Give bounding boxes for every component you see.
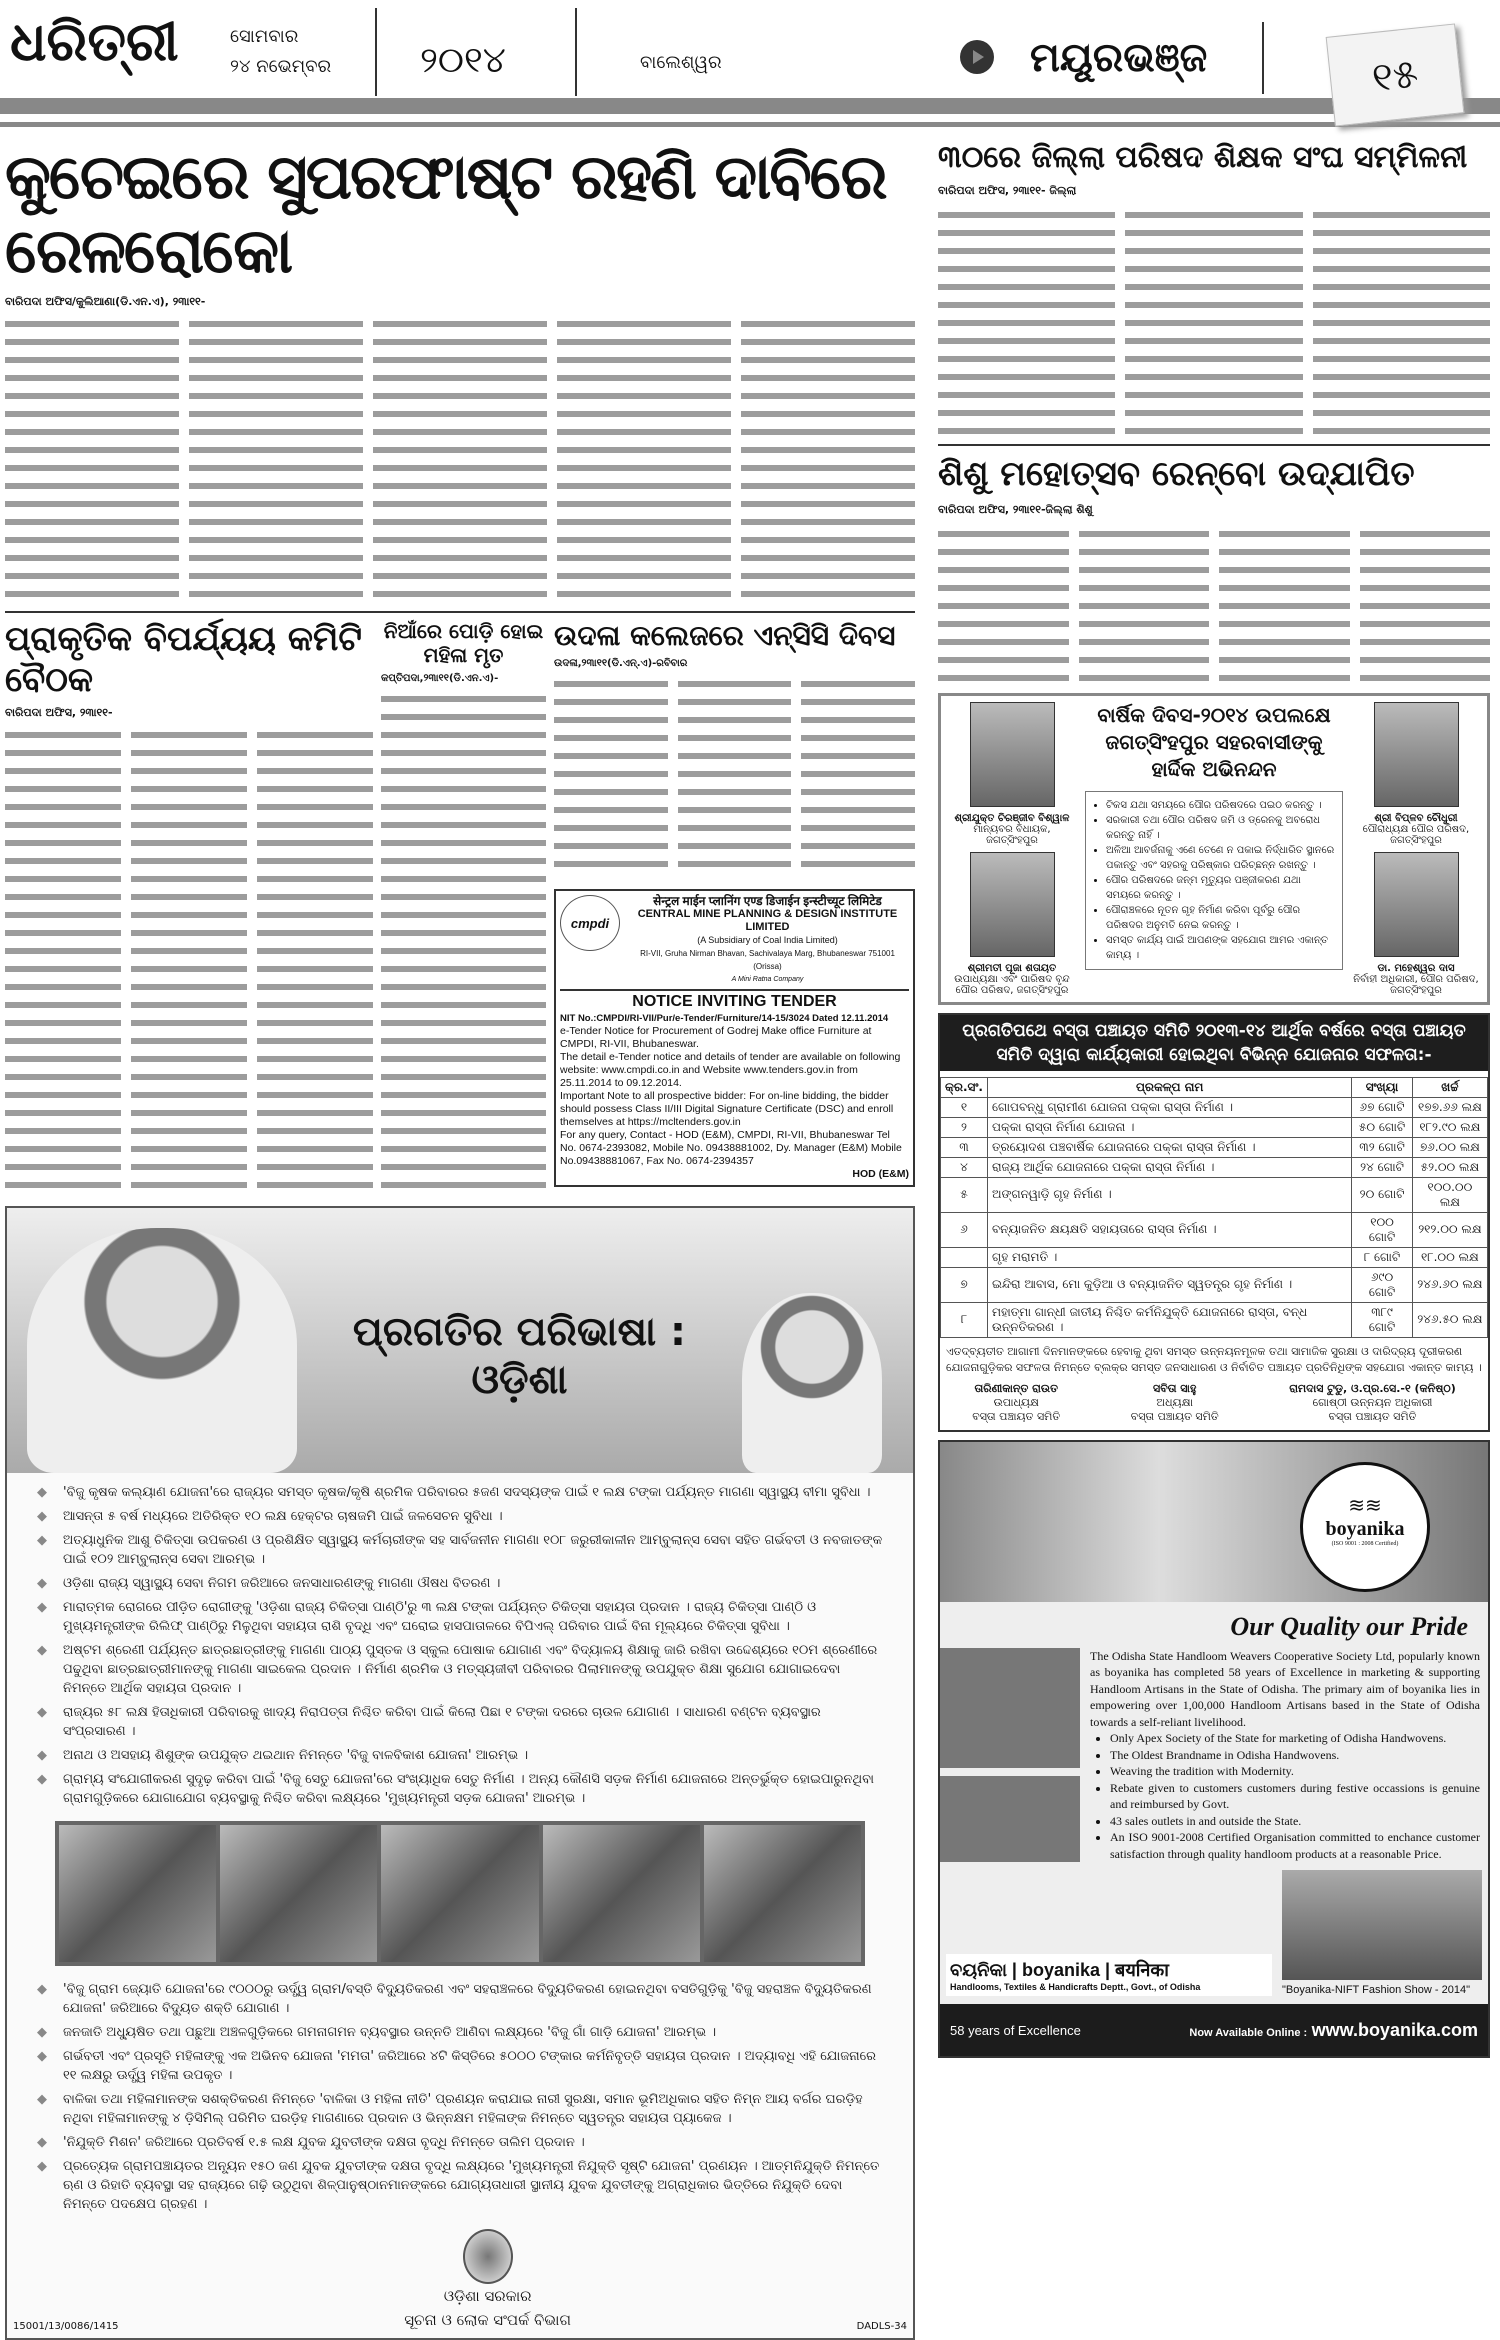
list-item: ◆ ଆସନ୍ତା ୫ ବର୍ଷ ମଧ୍ୟରେ ଅତିରିକ୍ତ ୧୦ ଲକ୍ଷ ହେକ୍ଟର ଚାଷଜମି ପାଇଁ ଜଳସେଚନ ସୁବିଧା । <box>37 1507 883 1526</box>
ncc-story <box>554 619 915 1197</box>
table-row <box>941 1177 1488 1212</box>
tender-title: NOTICE INVITING TENDER <box>632 993 837 1011</box>
table-cell: ୧ <box>941 1097 988 1117</box>
ncc-headline: ଉଦଳା କଲେଜରେ ଏନ୍‌ସିସି ଦିବସ <box>554 618 896 652</box>
list-item: • Only Apex Society of the State for marketing of Odisha Handwovens. <box>1110 1730 1480 1747</box>
table-cell: ବନ୍ୟାଜନିତ କ୍ଷୟକ୍ଷତି ସହାୟତାରେ ରାସ୍ତା ନିର୍ମାଣ । <box>988 1212 1352 1247</box>
disaster-dateline: ବାରିପଦା ଅଫିସ, ୨୩ା୧୧- <box>5 706 113 720</box>
rainbow-dateline: ବାରିପଦା ଅଫିସ, ୨୩ା୧୧-ଜିଲ୍ଲା ଶିଶୁ <box>938 502 1093 516</box>
weaver-photo <box>940 1442 1488 1602</box>
main-story-body <box>5 315 915 605</box>
person-caption: ଶ୍ରୀଯୁକ୍ତ ଚିରଞ୍ଜୀବ ବିଶ୍ୱାଳ ମାନ୍ୟବର ବିଧାୟକ, ଜଗତ୍‌ସିଂହପୁର <box>954 812 1070 846</box>
table-cell <box>941 1247 988 1267</box>
table-cell: ୧୮.୦୦ ଲକ୍ଷ <box>1412 1247 1487 1267</box>
table-cell: ୫ <box>941 1177 988 1212</box>
left-section <box>5 140 915 2340</box>
table-cell: ୩୮୯ ଗୋଟି <box>1352 1302 1412 1337</box>
table-cell: ୮ <box>941 1302 988 1337</box>
photo-minister <box>742 1293 882 1473</box>
photo-portrait <box>970 702 1055 807</box>
table-cell: ୮ ଗୋଟି <box>1352 1247 1412 1267</box>
panchayat-note: ଏତଦ୍‌ବ୍ୟତୀତ ଆଗାମୀ ଦିନମାନଙ୍କରେ ହେବାକୁ ଥିବା ସମସ୍ତ ଉନ୍ନୟନମୂଳକ ତଥା ସାମାଜିକ ସୁରକ୍ଷା ଓ ଦାରିଦ୍ର୍ୟ ଦୂରୀକରଣ ଯୋଜନାଗୁଡ଼ିକର ସଫଳତା ନିମନ୍ତେ ବ୍ଲକ୍‌ର ସମସ୍ତ ଜନସାଧାରଣ ଓ ନିର୍ବାଚିତ ପଞ୍ଚାୟତ ପ୍ରତିନିଧିଙ୍କ ସହଯୋଗ ଏକାନ୍ତ କାମ୍ୟ । <box>946 1344 1482 1374</box>
table-cell: ଇନ୍ଦିରା ଆବାସ, ମୋ କୁଡ଼ିଆ ଓ ବନ୍ୟାଜନିତ ସ୍ୱତନ୍ତ୍ର ଗୃହ ନିର୍ମାଣ । <box>988 1267 1352 1302</box>
slogan: Our Quality our Pride <box>1230 1611 1468 1641</box>
list-item: ◆ ବାଳିକା ତଥା ମହିଳାମାନଙ୍କ ସଶକ୍ତିକରଣ ନିମନ୍ତେ 'ବାଳିକା ଓ ମହିଳା ନୀତି' ପ୍ରଣୟନ କରାଯାଇ ନାରୀ ସୁରକ୍ଷା, ସମାନ ଭୂମିଅଧିକାର ସହିତ ନିମ୍ନ ଆୟ ବର୍ଗର ଘରଡ଼ିହ ନଥିବା ମହିଳାମାନଙ୍କୁ ୪ ଡ଼ିସିମିଲ୍ ପରିମିତ ଘରଡ଼ିହ ମାଗଣାରେ ପ୍ରଦାନ ଓ ଭିନ୍ନକ୍ଷମ ମହିଳାଙ୍କ ନିମନ୍ତେ ସ୍ୱତନ୍ତ୍ର ସହାୟତା ପ୍ୟାକେଜ । <box>37 2090 883 2128</box>
list-item: ◆ ଅଷ୍ଟମ ଶ୍ରେଣୀ ପର୍ଯ୍ୟନ୍ତ ଛାତ୍ରଛାତ୍ରୀଙ୍କୁ ମାଗଣା ପାଠ୍ୟ ପୁସ୍ତକ ଓ ସ୍କୁଲ ପୋଷାକ ଯୋଗାଣ ଏବଂ ବିଦ୍ୟାଳୟ ଶିକ୍ଷାକୁ ଜାରି ରଖିବା ଉଦ୍ଦେଶ୍ୟରେ ୧୦ମ ଶ୍ରେଣୀରେ ପଢୁଥିବା ଛାତ୍ରଛାତ୍ରୀମାନଙ୍କୁ ମାଗଣା ସାଇକେଲ ପ୍ରଦାନ । ନିର୍ମାଣ ଶ୍ରମିକ ଓ ମତ୍ସ୍ୟଜୀବୀ ପରିବାରର ପିଲାମାନଙ୍କୁ ଉପଯୁକ୍ତ ଶିକ୍ଷା ସୁଯୋଗ ଯୋଗାଇଦେବା ନିମନ୍ତେ ଆର୍ଥିକ ସହାୟତା ପ୍ରଦାନ । <box>37 1641 883 1698</box>
list-item: ◆ 'ନିଯୁକ୍ତି ମିଶନ' ଜରିଆରେ ପ୍ରତିବର୍ଷ ୧.୫ ଲକ୍ଷ ଯୁବକ ଯୁବତୀଙ୍କ ଦକ୍ଷତା ବୃଦ୍ଧି ନିମନ୍ତେ ତାଲିମ ପ୍ରଦାନ । <box>37 2133 883 2152</box>
person-caption: ଡା. ମହେଶ୍ୱର ଦାସ ନିର୍ବାହୀ ଅଧିକାରୀ, ପୌର ପରିଷଦ, ଜଗତ୍‌ସିଂହପୁର <box>1353 962 1479 996</box>
main-dateline: ବାରିପଦା ଅଫିସ/କୁଲିଆଣା(ଡି.ଏନ.ଏ), ୨୩ା୧୧- <box>5 294 206 308</box>
website-link[interactable]: www.boyanika.com <box>1311 2019 1478 2040</box>
table-row <box>941 1097 1488 1117</box>
table-cell: ୭୬.୦୦ ଲକ୍ଷ <box>1412 1137 1487 1157</box>
list-item: • The Oldest Brandname in Odisha Handwovens. <box>1110 1747 1480 1764</box>
table-cell: ୨୪୬.୫୦ ଲକ୍ଷ <box>1412 1302 1487 1337</box>
table-cell: ୧୮୨.୯୦ ଲକ୍ଷ <box>1412 1117 1487 1137</box>
fire-headline: ନିଆଁରେ ପୋଡ଼ି ହୋଇ ମହିଳା ମୃତ <box>383 618 544 667</box>
table-cell: ଗୃହ ମରାମତି । <box>988 1247 1352 1267</box>
list-item: ◆ 'ବିଜୁ କୃଷକ କଲ୍ୟାଣ ଯୋଜନା'ରେ ରାଜ୍ୟର ସମସ୍ତ କୃଷକ/କୃଷି ଶ୍ରମିକ ପରିବାରର ୫ଜଣ ସଦସ୍ୟଙ୍କ ପାଇଁ ୧ ଲକ୍ଷ ଟଙ୍କା ପର୍ଯ୍ୟନ୍ତ ମାଗଣା ସ୍ୱାସ୍ଥ୍ୟ ବୀମା ସୁବିଧା । <box>37 1483 883 1502</box>
civic-points-list: • ଟିକସ ଯଥା ସମୟରେ ପୌର ପରିଷଦରେ ପଇଠ କରନ୍ତୁ । • ସରକାରୀ ତଥା ପୌର ପରିଷଦ ଜମି ଓ ଡ୍ରେନକୁ ଅବରୋଧ କରନ୍ତୁ ନାହିଁ । • ଅଳିଆ ଆବର୍ଜନାକୁ ଏଣେ ତେଣେ ନ ପକାଇ ନିର୍ଦ୍ଧାରିତ ସ୍ଥାନରେ ପକାନ୍ତୁ ଏବଂ ସହରକୁ ପରିଷ୍କାର ପରିଚ୍ଛନ୍ନ ରଖନ୍ତୁ । • ପୌର ପରିଷଦରେ ଜନ୍ମ ମୃତ୍ୟୁର ପଞ୍ଜୀକରଣ ଯଥା ସମୟରେ କରନ୍ତୁ । • ପୌରାଞ୍ଚଳରେ ନୂତନ ଗୃହ ନିର୍ମାଣ କରିବା ପୂର୍ବରୁ ପୌର ପରିଷଦର ଅନୁମତି ନେଇ କରନ୍ତୁ । • ସମସ୍ତ କାର୍ଯ୍ୟ ପାଇଁ ଆପଣଙ୍କ ସହଯୋଗ ଆମର ଏକାନ୍ତ କାମ୍ୟ । <box>1085 791 1343 970</box>
teachers-story-body <box>938 206 1490 436</box>
table-row <box>941 1212 1488 1247</box>
list-item: ◆ 'ବିଜୁ ଗ୍ରାମ ଜ୍ୟୋତି ଯୋଜନା'ରେ ୯୦୦୦ରୁ ଊର୍ଦ୍ଧ୍ୱ ଗ୍ରାମ/ବସ୍ତି ବିଦ୍ୟୁତିକରଣ ଏବଂ ସହରାଞ୍ଚଳରେ ବିଦ୍ୟୁତିକରଣ ହୋଇନଥିବା ବସତିଗୁଡ଼ିକୁ 'ବିଜୁ ସହରାଞ୍ଚଳ ବିଦ୍ୟୁତିକରଣ ଯୋଜନା' ଜରିଆରେ ବିଦ୍ୟୁତ ଶକ୍ତି ଯୋଗାଣ । <box>37 1980 883 2018</box>
table-cell: ୬୯୦ ଗୋଟି <box>1352 1267 1412 1302</box>
govt-banner <box>7 1208 913 1473</box>
projects-table: କ୍ର.ସଂ. ପ୍ରକଳ୍ପ ନାମ ସଂଖ୍ୟା ଖର୍ଚ୍ଚ ୧ ଗୋପବନ୍ଧୁ ଗ୍ରାମୀଣ ଯୋଜନା ପକ୍କା ରାସ୍ତା ନିର୍ମାଣ । ୬୭ ଗୋଟି ୧୭୭.୬୬ ଲକ୍ଷ ୨ ପକ୍କା ରାସ୍ତା ନିର୍ମାଣ ଯୋଜନା । ୫୦ ଗୋଟି ୧୮୨.୯୦ ଲକ୍ଷ ୩ ତ୍ରୟୋଦଶ ପଞ୍ଚବାର୍ଷିକ ଯୋଜନାରେ ପକ୍କା ରାସ୍ତା ନିର୍ମାଣ । ୩୨ ଗୋଟି ୭୬.୦୦ ଲକ୍ଷ ୪ ରାଜ୍ୟ ଆର୍ଥିକ ଯୋଜନାରେ ପକ୍କା ରାସ୍ତା ନିର୍ମାଣ । ୨୪ ଗୋଟି ୫୨.୦୦ ଲକ୍ଷ ୫ ଅଙ୍ଗନୱାଡ଼ି ଗୃହ ନିର୍ମାଣ । ୨୦ ଗୋଟି ୧୦୦.୦୦ ଲକ୍ଷ ୬ ବନ୍ୟାଜନିତ କ୍ଷୟକ୍ଷତି ସହାୟତାରେ ରାସ୍ତା ନିର୍ମାଣ । ୧୦୦ ଗୋଟି ୨୧୨.୦୦ ଲକ୍ଷ ଗୃହ ମରାମତି । ୮ ଗୋଟି ୧୮.୦୦ ଲକ୍ଷ ୭ ଇନ୍ଦିରା ଆବାସ, ମୋ କୁଡ଼ିଆ ଓ ବନ୍ୟାଜନିତ ସ୍ୱତନ୍ତ୍ର ଗୃହ ନିର୍ମାଣ । ୬୯୦ ଗୋଟି ୨୪୬.୬୦ ଲକ୍ଷ ୮ ମହାତ୍ମା ଗାନ୍ଧୀ ଜାତୀୟ ନିଶ୍ଚିତ କର୍ମନିଯୁକ୍ତି ଯୋଜନାରେ ରାସ୍ତା, ବନ୍ଧ ଉନ୍ନତିକରଣ । ୩୮୯ ଗୋଟି ୨୪୬.୫୦ ଲକ୍ଷ <box>940 1077 1488 1338</box>
table-cell: ରାଜ୍ୟ ଆର୍ଥିକ ଯୋଜନାରେ ପକ୍କା ରାସ୍ତା ନିର୍ମାଣ । <box>988 1157 1352 1177</box>
scheme-list-b <box>7 1970 913 2223</box>
greeting-ad-title: ବାର୍ଷିକ ଦିବସ-୨୦୧୪ ଉପଲକ୍ଷେ ଜଗତ୍‌ସିଂହପୁର ସହରବାସୀଙ୍କୁ ହାର୍ଦ୍ଦିକ ଅଭିନନ୍ଦନ <box>1097 702 1331 781</box>
table-cell: ୧୦୦.୦୦ ଲକ୍ଷ <box>1412 1177 1487 1212</box>
govt-name: ଓଡ଼ିଶା ସରକାର <box>443 2287 532 2306</box>
table-cell: ୨୧୨.୦୦ ଲକ୍ଷ <box>1412 1212 1487 1247</box>
ncc-dateline: ଉଦଳା,୨୩ା୧୧(ଡି.ଏନ୍.ଏ)-ରବିବାର <box>554 658 688 670</box>
product-photos <box>940 1648 1080 1863</box>
disaster-headline: ପ୍ରାକୃତିକ ବିପର୍ଯ୍ୟୟ କମିଟି ବୈଠକ <box>5 618 362 700</box>
person-caption: ଶ୍ରୀମତୀ ପୂଜା ଶତାୟତ ଉପାଧ୍ୟକ୍ଷା ଏବଂ ପାରିଷଦ ବୃନ୍ଦ ପୌର ପରିଷଦ, ଜଗତ୍‌ସିଂହପୁର <box>954 962 1070 996</box>
issue-year: ୨୦୧୪ <box>420 40 506 81</box>
government-advertisement <box>5 1206 915 2340</box>
list-item: ◆ ପ୍ରତ୍ୟେକ ଗ୍ରାମପଞ୍ଚାୟତର ଅନ୍ୟୂନ ୧୫୦ ଜଣ ଯୁବକ ଯୁବତୀଙ୍କ ଦକ୍ଷତା ବୃଦ୍ଧି ଲକ୍ଷ୍ୟରେ 'ମୁଖ୍ୟମନ୍ତ୍ରୀ ନିଯୁକ୍ତି ସୃଷ୍ଟି ଯୋଜନା' ପ୍ରଣୟନ । ଆତ୍ମନିଯୁକ୍ତି ନିମନ୍ତେ ଋଣ ଓ ରିହାତି ବ୍ୟବସ୍ଥା ସହ ରାଜ୍ୟରେ ଗଢ଼ି ଉଠୁଥିବା ଶିଳ୍ପାନୁଷ୍ଠାନମାନଙ୍କରେ ଯୋଗ୍ୟତାଧାରୀ ସ୍ଥାନୀୟ ଯୁବକ ଯୁବତୀଙ୍କୁ ଅଗ୍ରାଧିକାର ଭିତ୍ତିରେ ନିଯୁକ୍ତି ଦେବା ନିମନ୍ତେ ପଦକ୍ଷେପ ଗ୍ରହଣ । <box>37 2157 883 2214</box>
district-section: ମୟୂରଭଞ୍ଜ <box>1030 35 1208 81</box>
boyanika-logo: ≋≋ boyanika (ISO 9001 : 2008 Certified) <box>1300 1462 1430 1592</box>
table-row <box>941 1157 1488 1177</box>
tender-notice: cmpdi सेन्ट्रल माईन प्लानिंग एण्ड डिजाईन इन्स्टीच्यूट लिमिटेड CENTRAL MINE PLANNING & DESIGN INSTITUTE LIMITED (A Subsidiary of Coal India Limited) RI-VII, Gruha Nirman Bhavan, Sachivalaya Marg, Bhubaneswar 751001 (Orissa) A Mini Ratna Company NOTICE INVITING TENDER NIT No.:CMPDI/RI-VII/Pur/e-Tender/Furniture/14-15/3024 Dated 12.11.2014 e-Tender Notice for Procurement of Godrej Make office Furniture at CMPDI, RI-VII, Bhubaneswar. The detail e-Tender notice and details of tender are available on following website: www.cmpdi.co.in and Website www.tenders.gov.in from 25.11.2014 to 09.12.2014. Important Note to all prospective bidder: For on-line bidding, the bidder should possess Class II/III Digital Signature Certificate (DSC) and enroll themselves at https://mcltenders.gov.in For any query, Contact - HOD (E&M), CMPDI, RI-VII, Bhubaneswar Tel No. 0674-2393082, Mobile No. 09438881002, Dy. Manager (E&M) Mobile No.09438881067, Fax No. 0674-2394357 HOD (E&M) <box>554 889 915 1187</box>
divider <box>5 611 915 613</box>
brand-strip: ବୟନିକା | boyanika | बयनिका Handlooms, Textiles & Handicrafts Deptt., Govt., of Odisha <box>946 1954 1272 1996</box>
header-rule <box>0 122 1500 127</box>
disaster-story-body <box>5 726 373 1196</box>
list-item: • 43 sales outlets in and outside the State. <box>1110 1813 1480 1830</box>
photo-portrait <box>970 852 1055 957</box>
boyanika-footer: 58 years of Excellence Now Available Online : www.boyanika.com <box>940 2004 1488 2056</box>
table-cell: ୫୨.୦୦ ଲକ୍ଷ <box>1412 1157 1487 1177</box>
page-number: ୧୫ <box>1326 23 1465 126</box>
dept-name: ସୂଚନା ଓ ଲୋକ ସଂପର୍କ ବିଭାଗ <box>404 2311 571 2330</box>
boyanika-lower <box>940 1862 1488 2004</box>
odisha-emblem <box>463 2229 513 2284</box>
divider <box>1262 22 1264 94</box>
table-cell: ୬ <box>941 1212 988 1247</box>
divider <box>575 8 577 96</box>
table-cell: ୧୭୭.୬୬ ଲକ୍ଷ <box>1412 1097 1487 1117</box>
list-item: • Rebate given to customers customers during festive occassions is genuine and reimbursed by Govt. <box>1110 1780 1480 1813</box>
masthead <box>0 0 1500 130</box>
photo-strip <box>55 1821 865 1966</box>
rainbow-headline: ଶିଶୁ ମହୋତ୍ସବ ରେନ୍‌ବୋ ଉଦ୍‌ଯାପିତ <box>938 454 1415 494</box>
table-row <box>941 1247 1488 1267</box>
fashion-caption: "Boyanika-NIFT Fashion Show - 2014" <box>1282 1984 1470 1997</box>
fire-story <box>381 619 546 1197</box>
table-cell: ୨୪ ଗୋଟି <box>1352 1157 1412 1177</box>
disaster-story <box>5 619 373 1197</box>
boyanika-description: The Odisha State Handloom Weavers Cooperative Society Ltd, popularly known as boyanika has completed 58 years of Excellence in marketing & supporting Handloom Artisans in the State of Odisha. The primary aim of boyanika lies in empowering over 1,00,000 Handloom Artisans based in the State of Odisha towards a self-reliant livelihood. • Only Apex Society of the State for marketing of Odisha Handwovens. • The Oldest Brandname in Odisha Handwovens. • Weaving the tradition with Modernity. • Rebate given to customers customers during festive occassions is genuine and reimbursed by Govt. • 43 sales outlets in and outside the State. • An ISO 9001-2008 Certified Organisation committed to enchance customer satisfaction through quality handloom products at a reasonable Price. <box>1090 1648 1480 1863</box>
issue-date: ସୋମବାର ୨୪ ନଭେମ୍ବର <box>230 26 332 77</box>
table-cell: ୨୦ ଗୋଟି <box>1352 1177 1412 1212</box>
edition-city: ବାଲେଶ୍ୱର <box>640 52 722 73</box>
teachers-headline: ୩୦ରେ ଜିଲ୍ଲା ପରିଷଦ ଶିକ୍ଷକ ସଂଘ ସମ୍ମିଳନୀ <box>938 140 1468 175</box>
boyanika-advertisement <box>938 1440 1490 2059</box>
fire-story-body <box>381 690 546 1197</box>
header-band <box>0 98 1500 114</box>
table-row <box>941 1267 1488 1302</box>
table-cell: ୬୭ ଗୋଟି <box>1352 1097 1412 1117</box>
divider <box>375 8 377 96</box>
cmpdi-logo: cmpdi <box>560 895 620 951</box>
signatories: ତାରିଣୀକାନ୍ତ ରାଉତ ଉପାଧ୍ୟକ୍ଷ ବସ୍ତା ପଞ୍ଚାୟତ ସମିତି ସବିତା ସାହୁ ଅଧ୍ୟକ୍ଷା ବସ୍ତା ପଞ୍ଚାୟତ ସମିତି ରାମଦାସ ଟୁଡୁ, ଓ.ପ୍ର.ସେ.-୧ (କନିଷ୍ଠ) ଗୋଷ୍ଠୀ ଉନ୍ନୟନ ଅଧିକାରୀ ବସ୍ତା ପଞ୍ଚାୟତ ସମିତି <box>972 1381 1456 1423</box>
ad-code: 15001/13/0086/1415 <box>13 2321 119 2333</box>
scheme-list-a <box>7 1473 913 1817</box>
table-cell: ୪ <box>941 1157 988 1177</box>
banner-title: ପ୍ରଗତିର ପରିଭାଷା : ଓଡ଼ିଶା <box>352 1309 687 1404</box>
list-item: ◆ ଓଡ଼ିଶା ରାଜ୍ୟ ସ୍ୱାସ୍ଥ୍ୟ ସେବା ନିଗମ ଜରିଆରେ ଜନସାଧାରଣଙ୍କୁ ମାଗଣା ଔଷଧ ବିତରଣ । <box>37 1574 883 1593</box>
list-item: ◆ ମାରାତ୍ମକ ରୋଗରେ ପୀଡ଼ିତ ରୋଗୀଙ୍କୁ 'ଓଡ଼ିଶା ରାଜ୍ୟ ଚିକିତ୍ସା ପାଣ୍ଠି'ରୁ ୩ ଲକ୍ଷ ଟଙ୍କା ପର୍ଯ୍ୟନ୍ତ ଚିକିତ୍ସା ସହାୟତା ପ୍ରଦାନ । ରାଜ୍ୟ ଚିକିତ୍ସା ପାଣ୍ଠି ଓ ମୁଖ୍ୟମନ୍ତ୍ରୀଙ୍କ ରିଲିଫ୍ ପାଣ୍ଠିରୁ ମିଳୁଥିବା ସହାୟତା ରାଶି ବୃଦ୍ଧି ଏବଂ ଘରୋଇ ହାସପାତାଳରେ ବିପିଏଲ୍ ପରିବାର ପାଇଁ ବିନା ମୂଲ୍ୟରେ ଚିକିତ୍ସା ସୁବିଧା । <box>37 1598 883 1636</box>
table-cell: ୩୨ ଗୋଟି <box>1352 1137 1412 1157</box>
rainbow-story-body <box>938 525 1490 685</box>
newspaper-logo: ଧରିତ୍ରୀ <box>10 10 179 73</box>
panchayat-advertisement <box>938 1013 1490 1432</box>
table-row <box>941 1137 1488 1157</box>
ad-code: DADLS-34 <box>856 2321 907 2333</box>
table-cell: ୨ <box>941 1117 988 1137</box>
table-cell: ୫୦ ଗୋଟି <box>1352 1117 1412 1137</box>
right-section <box>938 140 1490 2058</box>
list-item: ◆ ଗର୍ଭବତୀ ଏବଂ ପ୍ରସୂତି ମହିଳାଙ୍କୁ ଏକ ଅଭିନବ ଯୋଜନା 'ମମତା' ଜରିଆରେ ୪ଟି କିସ୍ତିରେ ୫୦୦୦ ଟଙ୍କାର କର୍ମନିବୃତ୍ତି ସହାୟତା ପ୍ରଦାନ । ଅଦ୍ୟାବଧି ଏହି ଯୋଜନାରେ ୧୧ ଲକ୍ଷରୁ ଊର୍ଦ୍ଧ୍ୱ ମହିଳା ଉପକୃତ । <box>37 2047 883 2085</box>
list-item: ◆ ଅନାଥ ଓ ଅସହାୟ ଶିଶୁଙ୍କ ଉପଯୁକ୍ତ ଥଇଥାନ ନିମନ୍ତେ 'ବିଜୁ ବାଳବିକାଶ ଯୋଜନା' ଆରମ୍ଭ । <box>37 1746 883 1765</box>
photo-portrait <box>1374 702 1459 807</box>
table-cell: ଅଙ୍ଗନୱାଡ଼ି ଗୃହ ନିର୍ମାଣ । <box>988 1177 1352 1212</box>
list-item: • An ISO 9001-2008 Certified Organisation committed to enchance customer satisfaction through quality handloom products at a reasonable Price. <box>1110 1829 1480 1862</box>
teachers-dateline: ବାରିପଦା ଅଫିସ, ୨୩ା୧୧- ଜିଲ୍ଲା <box>938 184 1077 197</box>
fashion-show-photo <box>1282 1870 1482 1980</box>
table-cell: ୩ <box>941 1137 988 1157</box>
greeting-advertisement <box>938 693 1490 1005</box>
table-row <box>941 1117 1488 1137</box>
photo-portrait <box>1374 852 1459 957</box>
list-item: ◆ ଗ୍ରାମ୍ୟ ସଂଯୋଗୀକରଣ ସୁଦୃଢ଼ କରିବା ପାଇଁ 'ବିଜୁ ସେତୁ ଯୋଜନା'ରେ ସଂଖ୍ୟାଧିକ ସେତୁ ନିର୍ମାଣ । ଅନ୍ୟ କୌଣସି ସଡ଼କ ନିର୍ମାଣ ଯୋଜନାରେ ଅନ୍ତର୍ଭୁକ୍ତ ହୋଇପାରୁନଥିବା ଗ୍ରାମଗୁଡ଼ିକରେ ଯୋଗାଯୋଗ ବ୍ୟବସ୍ଥାକୁ ନିଶ୍ଚିତ କରିବା ଲକ୍ଷ୍ୟରେ 'ମୁଖ୍ୟମନ୍ତ୍ରୀ ସଡ଼କ ଯୋଜନା' ଆରମ୍ଭ । <box>37 1770 883 1808</box>
table-row <box>941 1302 1488 1337</box>
list-item: ◆ ଜନଜାତି ଅଧ୍ୟୁଷିତ ତଥା ପଛୁଆ ଅଞ୍ଚଳଗୁଡ଼ିକରେ ଗମନାଗମନ ବ୍ୟବସ୍ଥାର ଉନ୍ନତି ଆଣିବା ଲକ୍ଷ୍ୟରେ 'ବିଜୁ ଗାଁ ଗାଡ଼ି ଯୋଜନା' ଆରମ୍ଭ । <box>37 2023 883 2042</box>
play-icon <box>960 40 994 74</box>
divider <box>938 444 1490 446</box>
person-caption: ଶ୍ରୀ ବିପ୍ଳବ ଚୌଧୁରୀ ପୌରାଧ୍ୟକ୍ଷ ପୌର ପରିଷଦ, ଜଗତ୍‌ସିଂହପୁର <box>1362 812 1470 846</box>
fire-dateline: କପ୍ତିପଦା,୨୩ା୧୧(ଡି.ଏନ.ଏ)- <box>381 672 499 684</box>
list-item: • Weaving the tradition with Modernity. <box>1110 1763 1480 1780</box>
table-cell: ତ୍ରୟୋଦଶ ପଞ୍ଚବାର୍ଷିକ ଯୋଜନାରେ ପକ୍କା ରାସ୍ତା ନିର୍ମାଣ । <box>988 1137 1352 1157</box>
table-cell: ୭ <box>941 1267 988 1302</box>
panchayat-ad-title: ପ୍ରଗତିପଥେ ବସ୍ତା ପଞ୍ଚାୟତ ସମିତି ୨୦୧୩-୧୪ ଆର୍ଥିକ ବର୍ଷରେ ବସ୍ତା ପଞ୍ଚାୟତ ସମିତି ଦ୍ୱାରା କାର୍ଯ୍ୟକାରୀ ହୋଇଥିବା ବିଭିନ୍ନ ଯୋଜନାର ସଫଳତା:- <box>940 1015 1488 1071</box>
list-item: ◆ ଅତ୍ୟାଧୁନିକ ଆଶୁ ଚିକିତ୍ସା ଉପକରଣ ଓ ପ୍ରଶିକ୍ଷିତ ସ୍ୱାସ୍ଥ୍ୟ କର୍ମଚାରୀଙ୍କ ସହ ସାର୍ବଜନୀନ ମାଗଣା ୧୦୮ ଜରୁରୀକାଳୀନ ଆମ୍ବୁଲାନ୍ସ ସେବା ସହିତ ଗର୍ଭବତୀ ଓ ନବଜାତଙ୍କ ପାଇଁ ୧୦୨ ଆମ୍ବୁଲାନ୍ସ ସେବା ଆରମ୍ଭ । <box>37 1531 883 1569</box>
table-cell: ୨୪୬.୬୦ ଲକ୍ଷ <box>1412 1267 1487 1302</box>
govt-ad-footer <box>7 2223 913 2338</box>
ncc-story-body <box>554 675 915 875</box>
second-row-stories <box>5 619 915 1197</box>
list-item: ◆ ରାଜ୍ୟର ୫୮ ଲକ୍ଷ ହିତାଧିକାରୀ ପରିବାରକୁ ଖାଦ୍ୟ ନିରାପତ୍ତା ନିଶ୍ଚିତ କରିବା ପାଇଁ କିଲୋ ପିଛା ୧ ଟଙ୍କା ଦରରେ ଚାଉଳ ଯୋଗାଣ । ସାଧାରଣ ବଣ୍ଟନ ବ୍ୟବସ୍ଥାର ସଂପ୍ରସାରଣ । <box>37 1703 883 1741</box>
table-cell: ପକ୍କା ରାସ୍ତା ନିର୍ମାଣ ଯୋଜନା । <box>988 1117 1352 1137</box>
table-cell: ୧୦୦ ଗୋଟି <box>1352 1212 1412 1247</box>
table-cell: ମହାତ୍ମା ଗାନ୍ଧୀ ଜାତୀୟ ନିଶ୍ଚିତ କର୍ମନିଯୁକ୍ତି ଯୋଜନାରେ ରାସ୍ତା, ବନ୍ଧ ଉନ୍ନତିକରଣ । <box>988 1302 1352 1337</box>
main-headline: କୁଚେଇରେ ସୁପରଫାଷ୍ଟ ରହଣି ଦାବିରେ ରେଳରୋକୋ <box>5 140 886 288</box>
photo-chief-minister <box>27 1228 297 1473</box>
table-cell: ଗୋପବନ୍ଧୁ ଗ୍ରାମୀଣ ଯୋଜନା ପକ୍କା ରାସ୍ତା ନିର୍ମାଣ । <box>988 1097 1352 1117</box>
